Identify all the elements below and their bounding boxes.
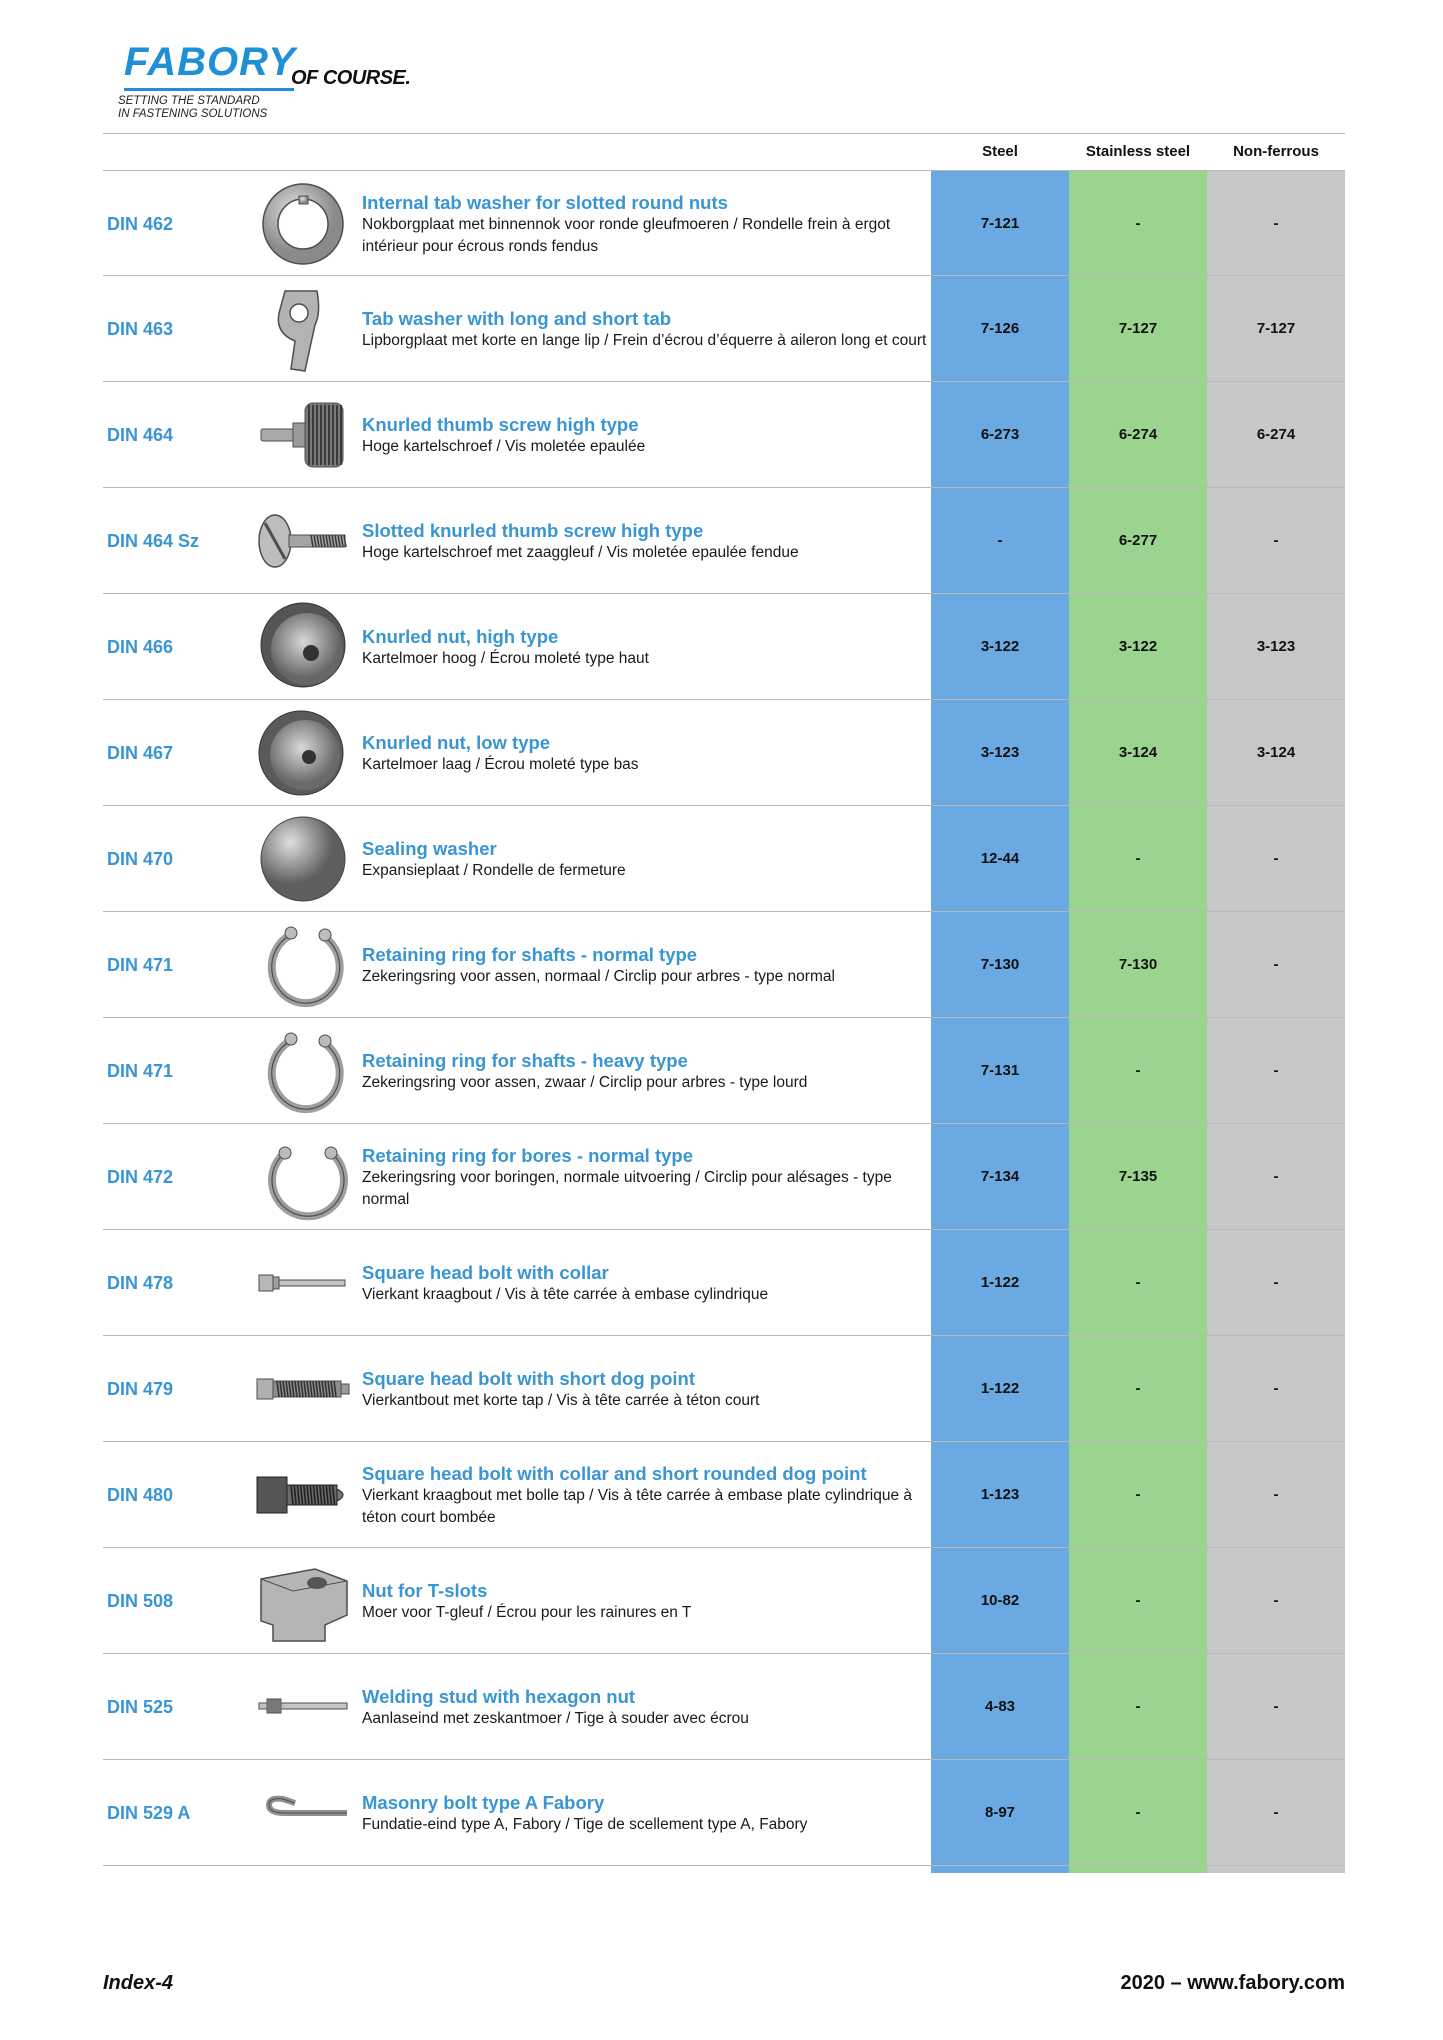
header-rule (103, 133, 1345, 134)
steel-page-ref[interactable]: 7-126 (980, 320, 1020, 337)
product-description (362, 1336, 928, 1442)
stainless-page-ref[interactable]: - (1135, 1486, 1141, 1503)
product-translation: Fundatie-eind type A, Fabory / Tige de scellement type A, Fabory (362, 1815, 808, 1833)
product-title[interactable]: Knurled nut, low type (362, 731, 551, 753)
table-row[interactable] (103, 170, 1345, 276)
din-code[interactable]: DIN 470 (107, 849, 174, 869)
logo-underline (124, 88, 294, 91)
product-description (362, 1442, 928, 1548)
product-title[interactable]: Tab washer with long and short tab (362, 307, 672, 329)
product-title[interactable]: Retaining ring for bores - normal type (362, 1144, 693, 1166)
knurled-nut-low-icon (255, 707, 351, 799)
table-row[interactable] (103, 1230, 1345, 1336)
table-row[interactable] (103, 488, 1345, 594)
table-row[interactable] (103, 594, 1345, 700)
nonferrous-page-ref[interactable]: - (1273, 1274, 1279, 1291)
din-code[interactable]: DIN 472 (107, 1167, 174, 1187)
nonferrous-page-ref[interactable]: - (1273, 1168, 1279, 1185)
product-index-table (103, 170, 1345, 1866)
steel-page-ref[interactable]: 3-123 (980, 744, 1020, 761)
nonferrous-page-ref[interactable]: - (1273, 215, 1279, 232)
logo-slogan: OF COURSE. (291, 67, 411, 89)
table-row[interactable] (103, 806, 1345, 912)
nonferrous-page-ref[interactable]: - (1273, 956, 1279, 973)
table-row[interactable] (103, 700, 1345, 806)
logo-brand: FABORY (124, 40, 296, 84)
sealing-washer-icon (255, 813, 351, 905)
nonferrous-page-ref[interactable]: - (1273, 532, 1279, 549)
table-row[interactable] (103, 1654, 1345, 1760)
stainless-page-ref[interactable]: - (1135, 1380, 1141, 1397)
stainless-page-ref[interactable]: 3-122 (1118, 638, 1158, 655)
din-code[interactable]: DIN 529 A (107, 1803, 191, 1823)
table-row[interactable] (103, 1336, 1345, 1442)
steel-page-ref[interactable]: 7-121 (980, 215, 1020, 232)
product-description (362, 1548, 928, 1654)
square-bolt-dog-point-icon (255, 1343, 351, 1435)
knurled-nut-high-icon (255, 601, 351, 693)
product-description (362, 171, 928, 277)
steel-page-ref[interactable]: 7-130 (980, 956, 1020, 973)
steel-page-ref[interactable]: 4-83 (984, 1698, 1016, 1715)
steel-page-ref[interactable]: 10-82 (980, 1592, 1020, 1609)
column-header-nonferrous: Non-ferrous (1233, 143, 1319, 160)
masonry-bolt-icon (255, 1767, 351, 1859)
square-bolt-rounded-icon (255, 1449, 351, 1541)
table-row[interactable] (103, 276, 1345, 382)
product-title[interactable]: Sealing washer (362, 837, 497, 859)
din-code[interactable]: DIN 471 (107, 955, 174, 975)
table-row[interactable] (103, 1018, 1345, 1124)
stainless-page-ref[interactable]: 3-124 (1118, 744, 1158, 761)
din-code[interactable]: DIN 463 (107, 319, 174, 339)
square-bolt-collar-icon (255, 1237, 351, 1329)
t-slot-nut-icon (255, 1555, 351, 1647)
product-translation: Expansieplaat / Rondelle de fermeture (362, 861, 626, 879)
product-translation: Moer voor T-gleuf / Écrou pour les rainures en T (362, 1603, 692, 1621)
product-title[interactable]: Knurled nut, high type (362, 625, 559, 647)
product-description (362, 1760, 928, 1866)
product-description (362, 1230, 928, 1336)
steel-page-ref[interactable]: 3-122 (980, 638, 1020, 655)
retaining-ring-icon (255, 1025, 351, 1117)
washer-internal-tab-icon (255, 178, 351, 270)
nonferrous-page-ref[interactable]: 3-123 (1256, 638, 1296, 655)
nonferrous-page-ref[interactable]: - (1273, 850, 1279, 867)
product-title[interactable]: Masonry bolt type A Fabory (362, 1791, 605, 1813)
retaining-ring-bore-icon (255, 1131, 351, 1223)
welding-stud-icon (255, 1661, 351, 1753)
product-translation: Vierkant kraagbout / Vis à tête carrée à embase cylindrique (362, 1285, 769, 1303)
nonferrous-page-ref[interactable]: - (1273, 1380, 1279, 1397)
nonferrous-page-ref[interactable]: - (1273, 1062, 1279, 1079)
product-description (362, 1018, 928, 1124)
product-translation: Vierkant kraagbout met bolle tap / Vis à tête carrée à embase plate cylindrique à téton court bombée (362, 1486, 913, 1526)
din-code[interactable]: DIN 525 (107, 1697, 174, 1717)
stainless-page-ref[interactable]: - (1135, 215, 1141, 232)
product-description (362, 912, 928, 1018)
page-number: Index-4 (103, 1972, 174, 1994)
product-description (362, 382, 928, 488)
column-header-stainless: Stainless steel (1085, 143, 1191, 160)
nonferrous-page-ref[interactable]: - (1273, 1804, 1279, 1821)
stainless-page-ref[interactable]: 6-274 (1118, 426, 1158, 443)
product-translation: Kartelmoer hoog / Écrou moleté type haut (362, 649, 649, 667)
retaining-ring-icon (255, 919, 351, 1011)
stainless-page-ref[interactable]: 7-130 (1118, 956, 1158, 973)
steel-page-ref[interactable]: 6-273 (980, 426, 1020, 443)
steel-page-ref[interactable]: 12-44 (980, 850, 1020, 867)
product-translation: Zekeringsring voor assen, normaal / Circlip pour arbres - type normal (362, 967, 835, 985)
nonferrous-page-ref[interactable]: - (1273, 1592, 1279, 1609)
product-title[interactable]: Square head bolt with collar (362, 1261, 609, 1283)
table-row[interactable] (103, 1124, 1345, 1230)
steel-page-ref[interactable]: 1-123 (980, 1486, 1020, 1503)
stainless-page-ref[interactable]: - (1135, 1592, 1141, 1609)
product-translation: Aanlaseind met zeskantmoer / Tige à souder avec écrou (362, 1709, 749, 1727)
product-title[interactable]: Welding stud with hexagon nut (362, 1685, 636, 1707)
steel-page-ref[interactable]: 1-122 (980, 1380, 1020, 1397)
stainless-page-ref[interactable]: - (1135, 1698, 1141, 1715)
steel-page-ref[interactable]: - (997, 532, 1003, 549)
din-code[interactable]: DIN 471 (107, 1061, 174, 1081)
product-translation: Zekeringsring voor assen, zwaar / Circlip pour arbres - type lourd (362, 1073, 808, 1091)
steel-page-ref[interactable]: 7-134 (980, 1168, 1020, 1185)
din-code[interactable]: DIN 480 (107, 1485, 174, 1505)
product-description (362, 276, 928, 382)
product-description (362, 594, 928, 700)
product-description (362, 806, 928, 912)
nonferrous-page-ref[interactable]: - (1273, 1486, 1279, 1503)
table-row[interactable] (103, 1442, 1345, 1548)
product-description (362, 488, 928, 594)
stainless-page-ref[interactable]: 6-277 (1118, 532, 1158, 549)
product-title[interactable]: Square head bolt with collar and short rounded dog point (362, 1462, 867, 1484)
website-link[interactable]: 2020 – www.fabory.com (1120, 1972, 1345, 1994)
stainless-page-ref[interactable]: - (1135, 1274, 1141, 1291)
tab-washer-icon (255, 283, 351, 375)
steel-page-ref[interactable]: 1-122 (980, 1274, 1020, 1291)
product-translation: Kartelmoer laag / Écrou moleté type bas (362, 755, 639, 773)
product-title[interactable]: Nut for T-slots (362, 1579, 488, 1601)
stainless-page-ref[interactable]: - (1135, 1804, 1141, 1821)
din-code[interactable]: DIN 508 (107, 1591, 174, 1611)
stainless-page-ref[interactable]: - (1135, 1062, 1141, 1079)
steel-page-ref[interactable]: 7-131 (980, 1062, 1020, 1079)
product-translation: Hoge kartelschroef met zaaggleuf / Vis moletée epaulée fendue (362, 543, 799, 561)
table-row[interactable] (103, 1548, 1345, 1654)
product-title[interactable]: Slotted knurled thumb screw high type (362, 519, 704, 541)
product-title[interactable]: Internal tab washer for slotted round nuts (362, 191, 728, 213)
stainless-page-ref[interactable]: 7-127 (1118, 320, 1158, 337)
din-code[interactable]: DIN 462 (107, 214, 174, 234)
nonferrous-page-ref[interactable]: 7-127 (1256, 320, 1296, 337)
product-translation: Vierkantbout met korte tap / Vis à tête carrée à téton court (362, 1391, 760, 1409)
din-code[interactable]: DIN 479 (107, 1379, 174, 1399)
product-description (362, 700, 928, 806)
table-row[interactable] (103, 912, 1345, 1018)
din-code[interactable]: DIN 467 (107, 743, 174, 763)
nonferrous-page-ref[interactable]: - (1273, 1698, 1279, 1715)
logo-tagline: SETTING THE STANDARD IN FASTENING SOLUTIONS (118, 95, 268, 120)
din-code[interactable]: DIN 478 (107, 1273, 174, 1293)
din-code[interactable]: DIN 464 Sz (107, 531, 200, 551)
product-translation: Lipborgplaat met korte en lange lip / Frein d’écrou d’équerre à aileron long et court (362, 331, 927, 349)
din-code[interactable]: DIN 466 (107, 637, 174, 657)
slotted-knurled-screw-icon (255, 495, 351, 587)
table-row[interactable] (103, 382, 1345, 488)
table-row[interactable] (103, 1760, 1345, 1866)
knurled-screw-icon (255, 389, 351, 481)
product-translation: Hoge kartelschroef / Vis moletée epaulée (362, 437, 646, 455)
nonferrous-page-ref[interactable]: 3-124 (1256, 744, 1296, 761)
steel-page-ref[interactable]: 8-97 (984, 1804, 1016, 1821)
product-title[interactable]: Knurled thumb screw high type (362, 413, 639, 435)
fabory-logo (116, 40, 436, 130)
product-title[interactable]: Retaining ring for shafts - heavy type (362, 1049, 688, 1071)
product-description (362, 1124, 928, 1230)
nonferrous-page-ref[interactable]: 6-274 (1256, 426, 1296, 443)
column-header-steel: Steel (982, 143, 1018, 160)
product-description (362, 1654, 928, 1760)
stainless-page-ref[interactable]: - (1135, 850, 1141, 867)
product-title[interactable]: Retaining ring for shafts - normal type (362, 943, 698, 965)
stainless-page-ref[interactable]: 7-135 (1118, 1168, 1158, 1185)
din-code[interactable]: DIN 464 (107, 425, 174, 445)
product-translation: Zekeringsring voor boringen, normale uitvoering / Circlip pour alésages - type normal (362, 1168, 892, 1208)
product-title[interactable]: Square head bolt with short dog point (362, 1367, 695, 1389)
product-translation: Nokborgplaat met binnennok voor ronde gleufmoeren / Rondelle frein à ergot intérieur pour écrous ronds fendus (362, 215, 891, 255)
